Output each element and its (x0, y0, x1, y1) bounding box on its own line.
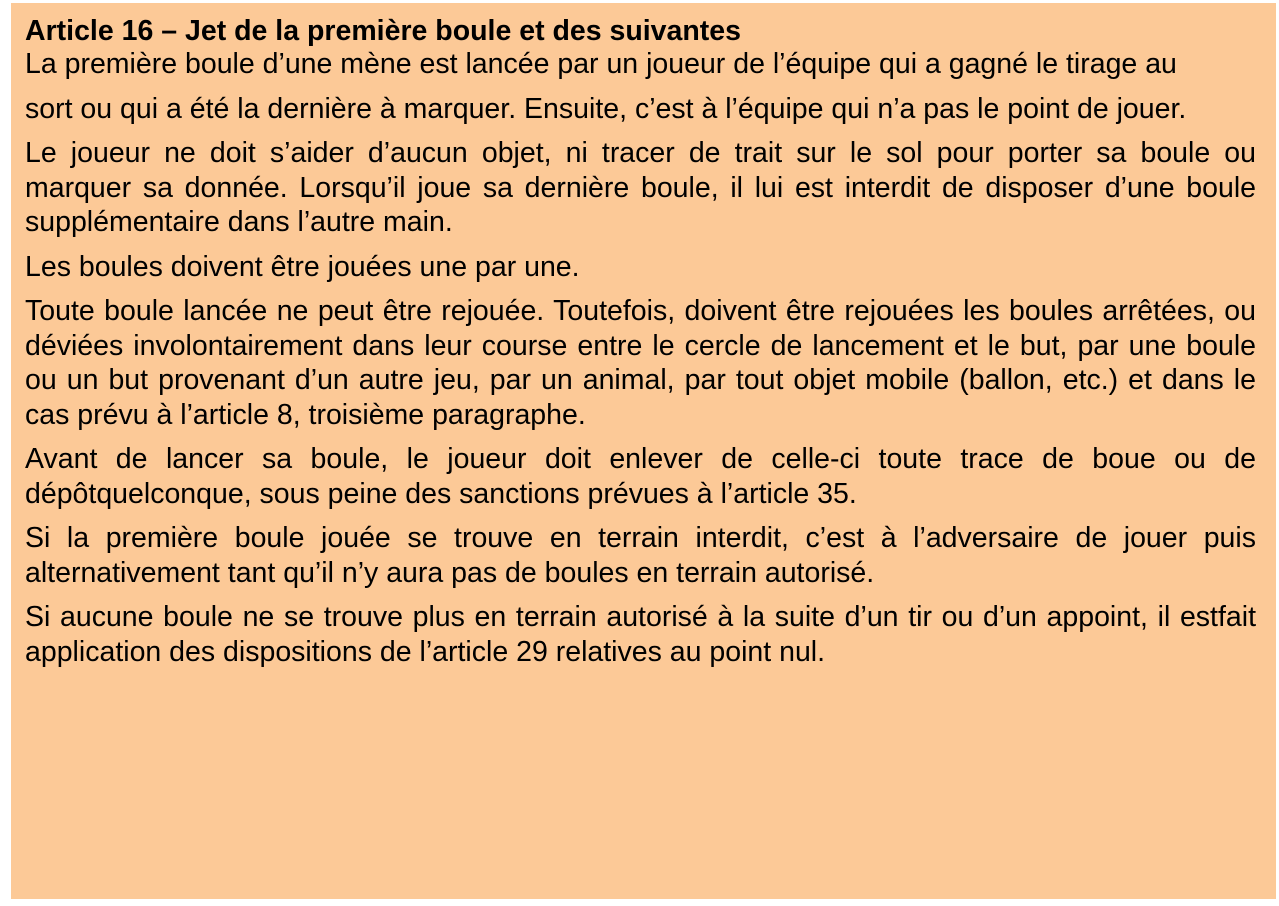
paragraph-4: Les boules doivent être jouées une par une. (25, 250, 580, 283)
paragraph-3: Le joueur ne doit s’aider d’aucun objet, ni tracer de trait sur le sol pour porter sa boule ou marquer sa donnée. Lorsqu’il joue sa dernière boule, il lui est interdit de disposer d’une boule supplémentaire dans l’autre main. (25, 137, 1256, 238)
paragraph-6: Avant de lancer sa boule, le joueur doit enlever de celle-ci toute trace de boue ou de dépôtquelconque, sous peine des sanctions prévues à l’article 35. (25, 443, 1256, 510)
article-title: Article 16 – Jet de la première boule et des suivantes (25, 15, 741, 47)
article-panel (11, 3, 1276, 899)
paragraph-8: Si aucune boule ne se trouve plus en terrain autorisé à la suite d’un tir ou d’un appoint, il estfait application des dispositions de l’article 29 relatives au point nul. (25, 601, 1256, 668)
paragraph-2: sort ou qui a été la dernière à marquer. Ensuite, c’est à l’équipe qui n’a pas le point de jouer. (25, 92, 1187, 125)
paragraph-1: La première boule d’une mène est lancée par un joueur de l’équipe qui a gagné le tirage au (25, 48, 1177, 80)
paragraph-7: Si la première boule jouée se trouve en terrain interdit, c’est à l’adversaire de jouer puis alternativement tant qu’il n’y aura pas de boules en terrain autorisé. (25, 522, 1256, 589)
paragraph-5: Toute boule lancée ne peut être rejouée. Toutefois, doivent être rejouées les boules arrêtées, ou déviées involontairement dans leur course entre le cercle de lancement et le but, par une boule ou un but provenant d’un autre jeu, par un animal, par tout objet mobile (ballon, etc.) et dans le cas prévu à l’article 8, troisième paragraphe. (25, 295, 1256, 431)
